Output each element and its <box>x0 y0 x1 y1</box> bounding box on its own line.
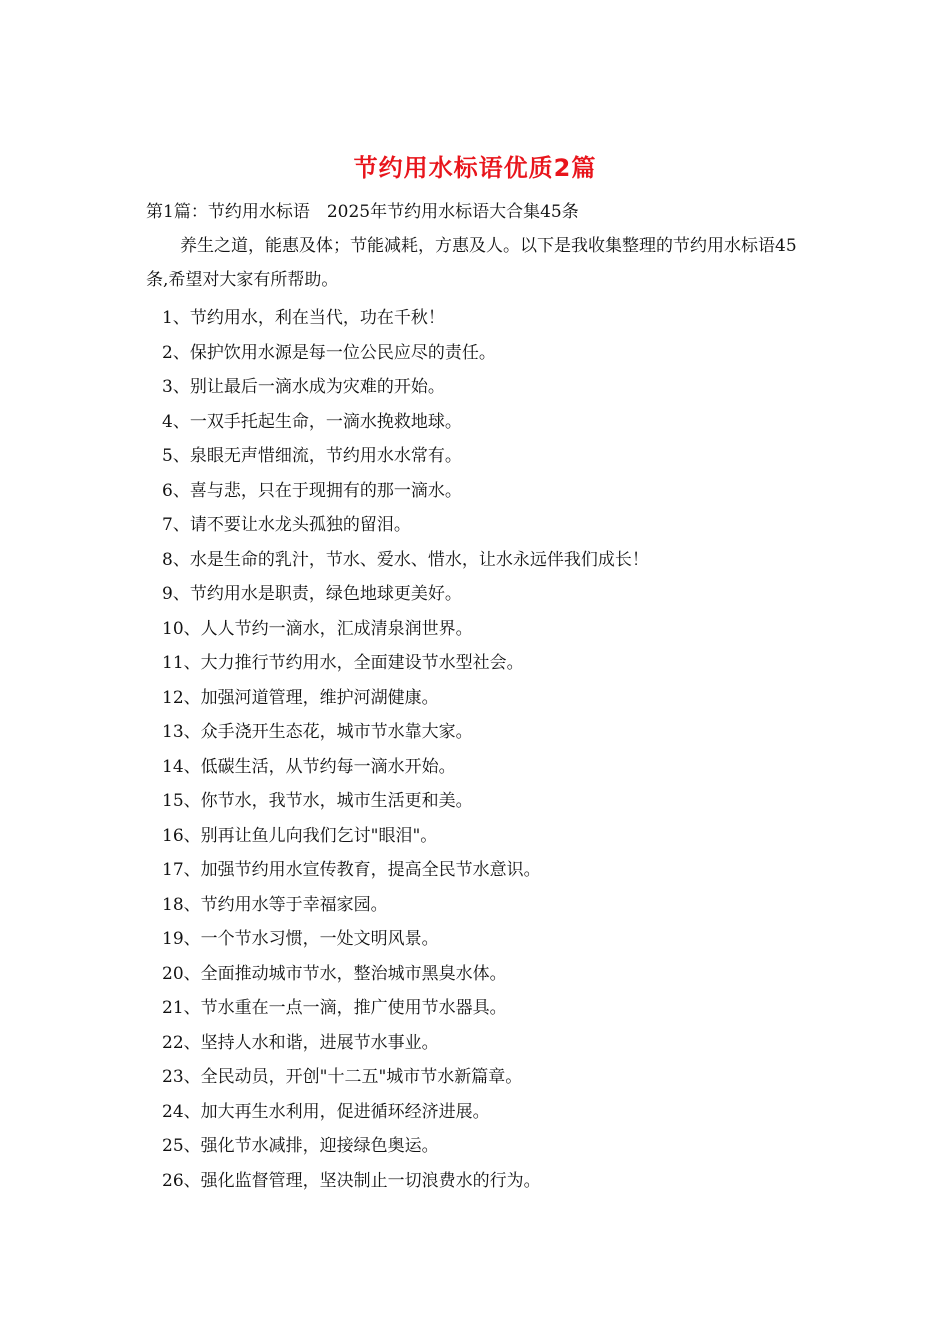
list-item: 26、强化监督管理，坚决制止一切浪费水的行为。 <box>162 1170 541 1191</box>
slogan-list <box>162 301 649 1198</box>
list-item: 4、一双手托起生命，一滴水挽救地球。 <box>162 411 462 432</box>
list-item: 5、泉眼无声惜细流，节约用水水常有。 <box>162 446 462 466</box>
list-item: 8、水是生命的乳汁，节水、爱水、惜水，让水永远伴我们成长！ <box>162 549 649 570</box>
section-heading: 第1篇：节约用水标语 2025年节约用水标语大合集45条 <box>146 202 579 222</box>
intro-paragraph: 养生之道，能惠及体；节能减耗，方惠及人。以下是我收集整理的节约用水标语45条,希望对大家有所帮助。 <box>146 236 797 290</box>
list-item: 11、大力推行节约用水，全面建设节水型社会。 <box>162 653 524 673</box>
list-item: 18、节约用水等于幸福家园。 <box>162 894 388 915</box>
list-item: 19、一个节水习惯，一处文明风景。 <box>162 929 439 949</box>
list-item: 21、节水重在一点一滴，推广使用节水器具。 <box>162 998 507 1018</box>
list-item: 22、坚持人水和谐，进展节水事业。 <box>162 1032 439 1053</box>
list-item: 9、节约用水是职责，绿色地球更美好。 <box>162 584 462 604</box>
list-item: 13、众手浇开生态花，城市节水靠大家。 <box>162 722 473 742</box>
list-item: 14、低碳生活，从节约每一滴水开始。 <box>162 756 456 777</box>
list-item: 2、保护饮用水源是每一位公民应尽的责任。 <box>162 342 496 363</box>
list-item: 7、请不要让水龙头孤独的留泪。 <box>162 515 411 535</box>
list-item: 15、你节水，我节水，城市生活更和美。 <box>162 791 473 811</box>
list-item: 6、喜与悲，只在于现拥有的那一滴水。 <box>162 480 462 501</box>
list-item: 1、节约用水，利在当代，功在千秋！ <box>162 308 445 328</box>
list-item: 10、人人节约一滴水，汇成清泉润世界。 <box>162 618 473 639</box>
list-item: 20、全面推动城市节水，整治城市黑臭水体。 <box>162 963 507 984</box>
list-item: 17、加强节约用水宣传教育，提高全民节水意识。 <box>162 860 541 880</box>
document-title: 节约用水标语优质2篇 <box>353 154 597 182</box>
list-item: 25、强化节水减排，迎接绿色奥运。 <box>162 1136 439 1156</box>
list-item: 16、别再让鱼儿向我们乞讨"眼泪"。 <box>162 825 438 846</box>
list-item: 23、全民动员，开创"十二五"城市节水新篇章。 <box>162 1067 523 1087</box>
list-item: 24、加大再生水利用，促进循环经济进展。 <box>162 1101 490 1122</box>
list-item: 3、别让最后一滴水成为灾难的开始。 <box>162 377 445 397</box>
list-item: 12、加强河道管理，维护河湖健康。 <box>162 687 439 708</box>
